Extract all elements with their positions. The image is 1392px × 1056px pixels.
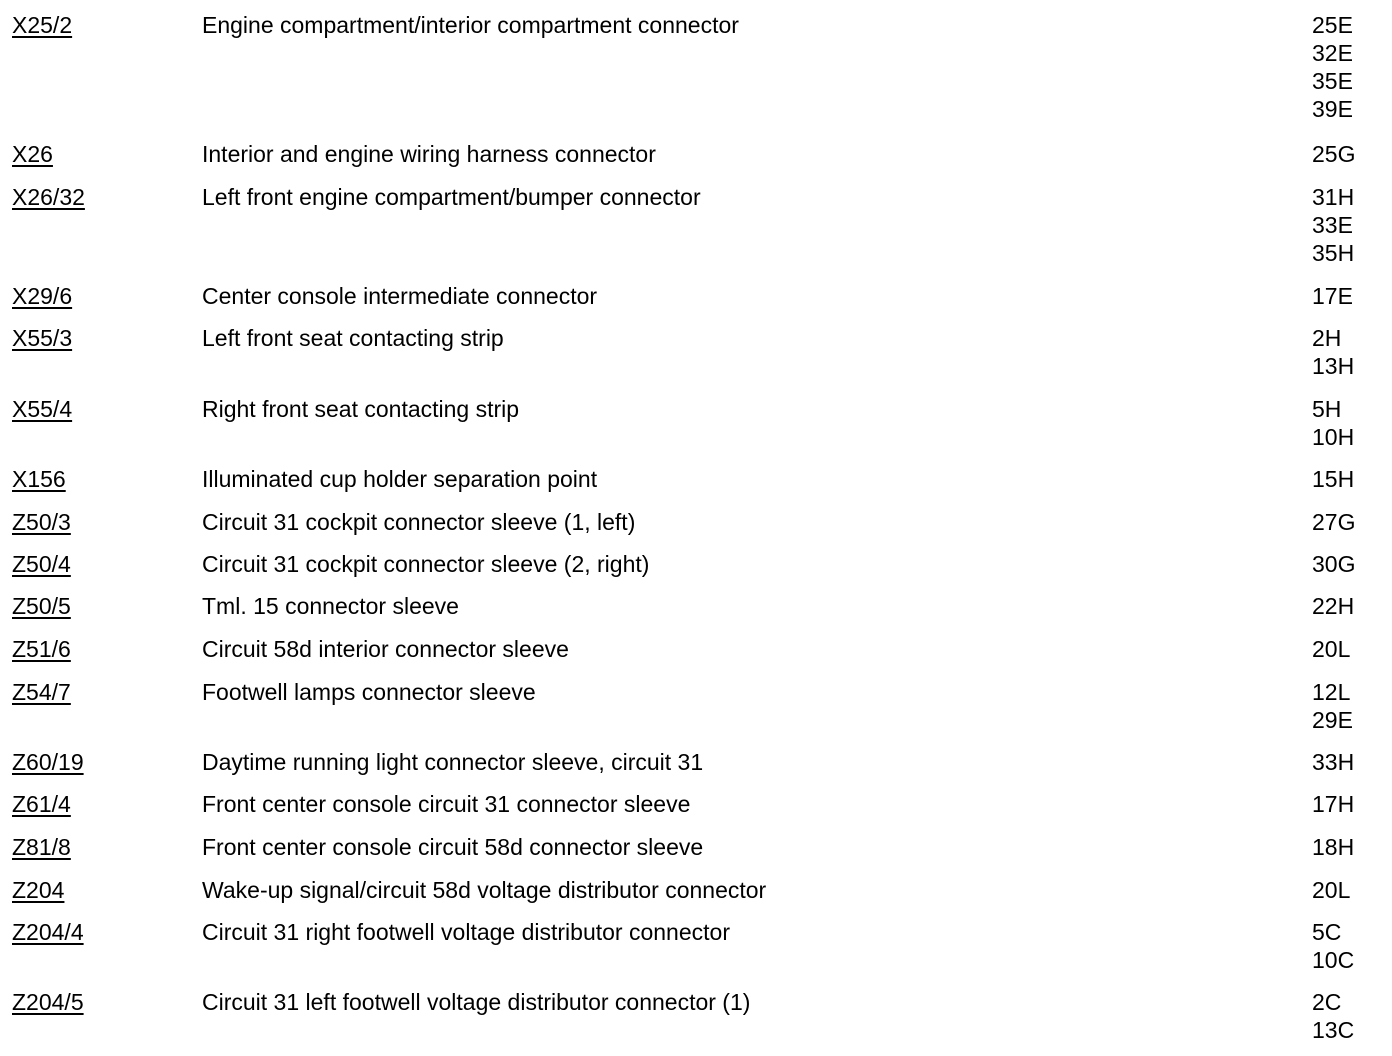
component-code-link[interactable]: Z204: [12, 877, 65, 903]
grid-locations: [1312, 918, 1354, 974]
grid-locations: [1312, 324, 1354, 380]
grid-location: 17E: [1312, 283, 1353, 309]
component-description: Daytime running light connector sleeve, circuit 31: [202, 749, 704, 775]
grid-location: 30G: [1312, 551, 1356, 577]
component-description: Illuminated cup holder separation point: [202, 466, 598, 492]
grid-location: 17H: [1312, 791, 1355, 817]
grid-locations: [1312, 988, 1354, 1044]
component-description: Left front seat contacting strip: [202, 325, 504, 351]
grid-location: 29E: [1312, 707, 1353, 733]
component-description: Tml. 15 connector sleeve: [202, 593, 459, 619]
grid-location: 22H: [1312, 593, 1355, 619]
grid-location: 20L: [1312, 636, 1351, 662]
component-description: Left front engine compartment/bumper connector: [202, 184, 701, 210]
grid-location: 5H: [1312, 396, 1342, 422]
grid-location: 13H: [1312, 353, 1355, 379]
component-code-link[interactable]: X55/3: [12, 325, 73, 351]
grid-location: 10C: [1312, 947, 1355, 973]
grid-location: 33E: [1312, 212, 1353, 238]
grid-location: 35E: [1312, 68, 1353, 94]
component-description: Engine compartment/interior compartment connector: [202, 12, 739, 38]
grid-locations: [1312, 748, 1354, 776]
component-description: Circuit 58d interior connector sleeve: [202, 636, 569, 662]
grid-locations: [1312, 140, 1355, 168]
component-description: Center console intermediate connector: [202, 283, 598, 309]
grid-location: 25G: [1312, 141, 1356, 167]
component-description: Interior and engine wiring harness connector: [202, 141, 656, 167]
component-code-link[interactable]: X26: [12, 141, 53, 167]
component-code-link[interactable]: Z51/6: [12, 636, 71, 662]
grid-location: 13C: [1312, 1017, 1355, 1043]
grid-locations: [1312, 833, 1354, 861]
component-code-link[interactable]: Z61/4: [12, 791, 71, 817]
component-code-link[interactable]: X29/6: [12, 283, 73, 309]
grid-locations: [1312, 635, 1350, 663]
grid-location: 32E: [1312, 40, 1353, 66]
grid-locations: [1312, 183, 1354, 267]
component-code-link[interactable]: Z54/7: [12, 679, 71, 705]
grid-location: 25E: [1312, 12, 1353, 38]
grid-locations: [1312, 395, 1354, 451]
grid-locations: [1312, 11, 1353, 123]
grid-locations: [1312, 678, 1353, 734]
component-description: Footwell lamps connector sleeve: [202, 679, 536, 705]
component-code-link[interactable]: Z50/4: [12, 551, 71, 577]
grid-locations: [1312, 282, 1353, 310]
component-code-link[interactable]: Z204/5: [12, 989, 84, 1015]
grid-locations: [1312, 592, 1354, 620]
component-code-link[interactable]: Z50/3: [12, 509, 71, 535]
component-description: Circuit 31 cockpit connector sleeve (1, left): [202, 509, 636, 535]
grid-location: 39E: [1312, 96, 1353, 122]
grid-location: 5C: [1312, 919, 1342, 945]
component-description: Wake-up signal/circuit 58d voltage distributor connector: [202, 877, 767, 903]
grid-location: 12L: [1312, 679, 1351, 705]
component-description: Right front seat contacting strip: [202, 396, 520, 422]
component-code-link[interactable]: X25/2: [12, 12, 73, 38]
grid-locations: [1312, 876, 1350, 904]
component-code-link[interactable]: Z81/8: [12, 834, 71, 860]
grid-location: 33H: [1312, 749, 1355, 775]
component-code-link[interactable]: Z60/19: [12, 749, 84, 775]
grid-locations: [1312, 465, 1354, 493]
component-description: Circuit 31 cockpit connector sleeve (2, right): [202, 551, 650, 577]
grid-location: 35H: [1312, 240, 1355, 266]
grid-location: 10H: [1312, 424, 1355, 450]
component-code-link[interactable]: Z50/5: [12, 593, 71, 619]
grid-location: 2H: [1312, 325, 1342, 351]
grid-locations: [1312, 550, 1355, 578]
grid-location: 31H: [1312, 184, 1355, 210]
component-description: Front center console circuit 31 connector sleeve: [202, 791, 691, 817]
grid-location: 27G: [1312, 509, 1356, 535]
grid-location: 15H: [1312, 466, 1355, 492]
grid-location: 18H: [1312, 834, 1355, 860]
grid-location: 20L: [1312, 877, 1351, 903]
grid-location: 2C: [1312, 989, 1342, 1015]
component-code-link[interactable]: X55/4: [12, 396, 73, 422]
component-code-link[interactable]: X26/32: [12, 184, 85, 210]
grid-locations: [1312, 508, 1355, 536]
component-description: Circuit 31 left footwell voltage distributor connector (1): [202, 989, 751, 1015]
component-description: Front center console circuit 58d connector sleeve: [202, 834, 704, 860]
grid-locations: [1312, 790, 1354, 818]
component-description: Circuit 31 right footwell voltage distributor connector: [202, 919, 730, 945]
component-code-link[interactable]: Z204/4: [12, 919, 84, 945]
component-code-link[interactable]: X156: [12, 466, 66, 492]
